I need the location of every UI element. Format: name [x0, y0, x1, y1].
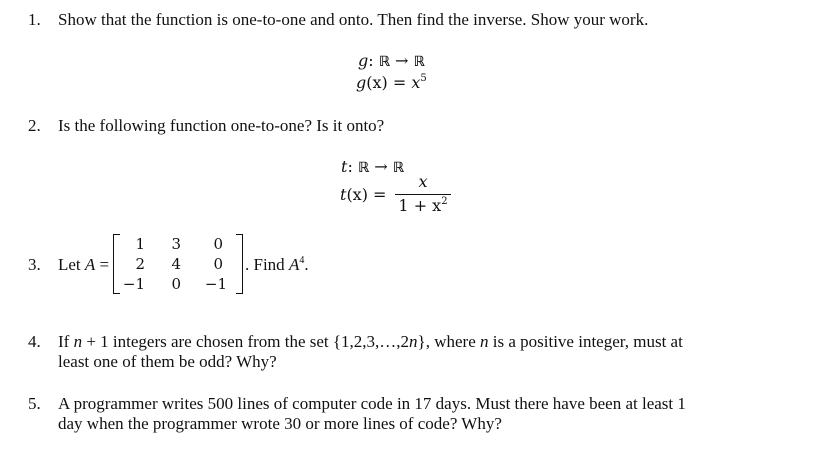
- problem-5-line-1: A programmer writes 500 lines of computer code in 17 days. Must there have been at least 1: [58, 394, 686, 413]
- variable-n: n: [409, 332, 418, 351]
- matrix-cell: −1: [122, 275, 145, 293]
- arrow-icon: →: [395, 51, 409, 70]
- mapping-colon: :: [347, 157, 353, 176]
- power-base: A: [288, 255, 300, 274]
- denominator-base: 1 + x: [398, 196, 442, 215]
- right-bracket: [236, 234, 243, 294]
- fraction-bar: [395, 194, 451, 195]
- function-name-t: t: [341, 157, 348, 176]
- equals-sign: =: [99, 255, 110, 274]
- line-1-part-b: + 1 integers are chosen from the set {1,2,3,…,2: [82, 332, 410, 351]
- problem-5-line-2: day when the programmer wrote 30 or more lines of code? Why?: [58, 414, 502, 433]
- if-word: If: [58, 332, 70, 351]
- problem-4-line-1: [58, 332, 683, 352]
- rhs-base: x: [411, 73, 421, 92]
- problem-4-number: 4.: [28, 332, 41, 351]
- problem-2-text: Is the following function one-to-one? Is it onto?: [58, 116, 385, 135]
- line-1-part-d: is a positive integer, must at: [488, 332, 683, 351]
- rhs-exponent: 5: [420, 73, 427, 84]
- matrix-cell: 3: [171, 235, 181, 253]
- definition-lhs: (x) =: [366, 73, 407, 92]
- problem-1-number: 1.: [28, 10, 41, 29]
- mapping-colon: :: [368, 51, 374, 70]
- problem-3-suffix: [245, 255, 309, 275]
- line-1-part-c: }, where: [417, 332, 476, 351]
- problem-5-number: 5.: [28, 394, 41, 413]
- function-name-g: g: [356, 73, 367, 92]
- denominator-exponent: 2: [441, 196, 448, 207]
- matrix-cell: −1: [204, 275, 227, 293]
- variable-n: n: [480, 332, 489, 351]
- domain-set: ℝ: [378, 54, 390, 70]
- domain-set: ℝ: [357, 160, 370, 176]
- problem-1-text: Show that the function is one-to-one and onto. Then find the inverse. Show your work.: [58, 10, 649, 29]
- matrix-cell: 2: [135, 255, 145, 273]
- problem-3-prefix: [58, 255, 109, 275]
- variable-n: n: [73, 332, 83, 351]
- let-word: Let: [58, 255, 81, 274]
- fraction: [395, 172, 451, 218]
- function-name-g: g: [358, 51, 369, 70]
- fraction-denominator: [395, 196, 451, 216]
- matrix-name: A: [84, 255, 96, 274]
- codomain-set: ℝ: [413, 54, 425, 70]
- find-text: . Find: [245, 255, 285, 274]
- problem-1-mapping: [358, 51, 425, 72]
- problem-1-definition: [356, 73, 427, 93]
- power-exponent: 4: [299, 255, 305, 266]
- definition-lhs: (x) =: [346, 185, 387, 204]
- end-period: .: [304, 255, 309, 274]
- matrix-cell: 1: [135, 235, 145, 253]
- matrix-cell: 0: [213, 255, 223, 273]
- matrix-cell: 0: [171, 275, 181, 293]
- matrix-a: [113, 232, 243, 296]
- function-name-t: t: [340, 185, 347, 204]
- problem-3-number: 3.: [28, 255, 41, 274]
- codomain-set: ℝ: [392, 160, 404, 176]
- problem-2-number: 2.: [28, 116, 41, 135]
- problem-4-line-2: least one of them be odd? Why?: [58, 352, 277, 371]
- fraction-numerator: x: [418, 172, 428, 191]
- arrow-icon: →: [374, 157, 388, 176]
- matrix-cell: 0: [213, 235, 223, 253]
- matrix-cell: 4: [171, 255, 181, 273]
- problem-2-definition-lhs: [340, 185, 386, 205]
